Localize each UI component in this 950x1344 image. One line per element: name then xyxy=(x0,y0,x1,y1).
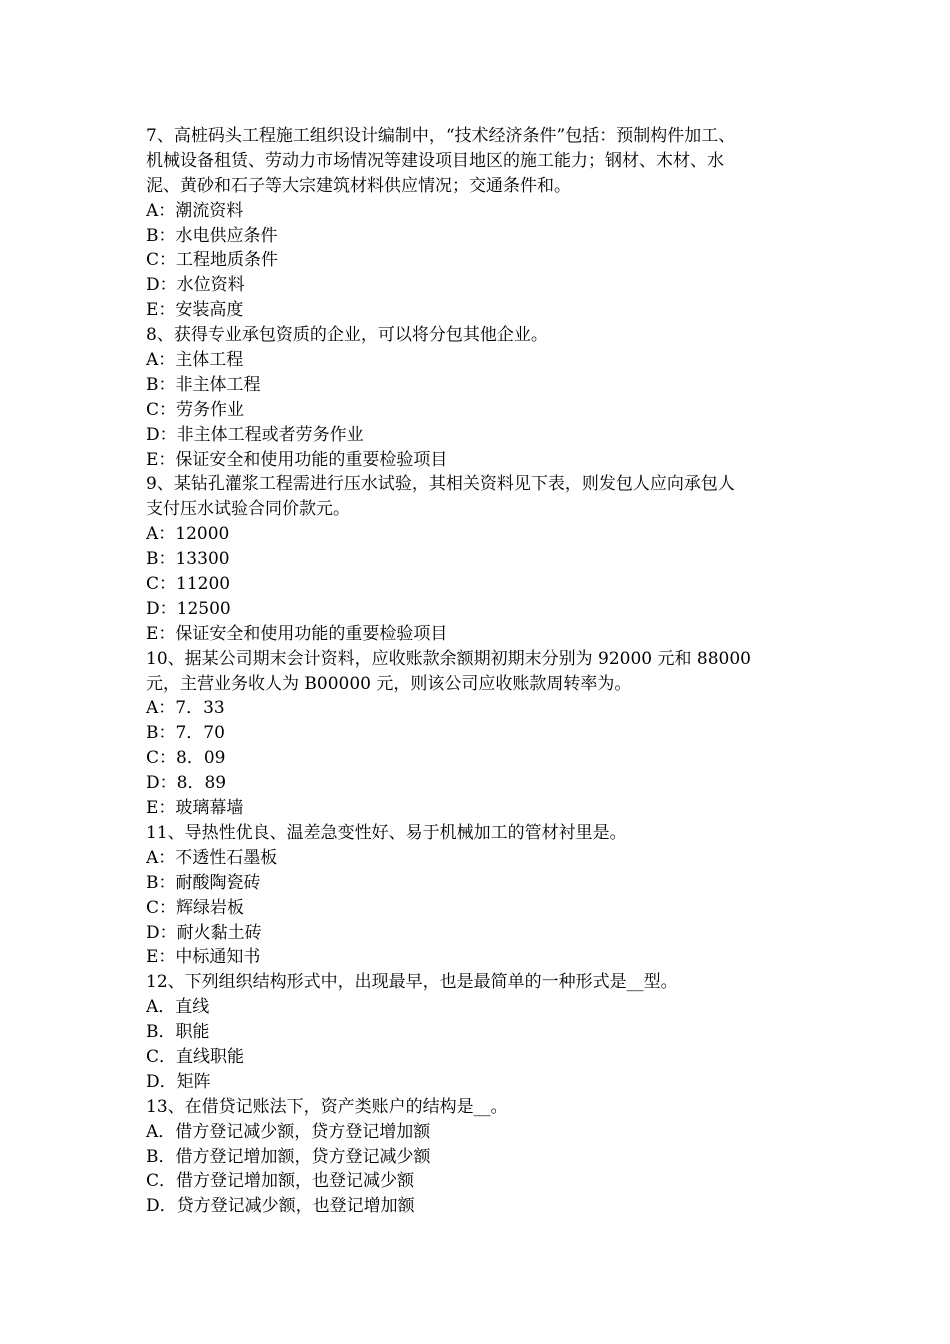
question-13 xyxy=(146,1095,814,1219)
question-8 xyxy=(146,323,814,472)
option-b: B．职能 xyxy=(146,1022,210,1043)
question-7 xyxy=(146,124,814,323)
option-c: C．直线职能 xyxy=(146,1046,245,1067)
option-d: D：非主体工程或者劳务作业 xyxy=(146,424,364,445)
option-e: E：玻璃幕墙 xyxy=(146,798,244,819)
option-c: C：辉绿岩板 xyxy=(146,897,245,918)
question-stem-line: 11、导热性优良、温差急变性好、易于机械加工的管材衬里是。 xyxy=(146,822,627,843)
option-c: C：8．09 xyxy=(146,748,226,769)
option-b: B：水电供应条件 xyxy=(146,225,278,246)
option-d: D．贷方登记减少额，也登记增加额 xyxy=(146,1196,415,1217)
option-c: C：工程地质条件 xyxy=(146,250,279,271)
document-page xyxy=(146,124,814,1219)
option-b: B：耐酸陶瓷砖 xyxy=(146,872,261,893)
option-a: A：主体工程 xyxy=(146,350,244,371)
option-d: D：8．89 xyxy=(146,773,227,794)
option-c: C．借方登记增加额，也登记减少额 xyxy=(146,1171,415,1192)
option-d: D：水位资料 xyxy=(146,275,245,296)
question-stem-line: 9、某钻孔灌浆工程需进行压水试验，其相关资料见下表，则发包人应向承包人 xyxy=(146,474,735,495)
option-d: D：耐火黏土砖 xyxy=(146,922,262,943)
option-b: B．借方登记增加额，贷方登记减少额 xyxy=(146,1146,431,1167)
option-a: A：潮流资料 xyxy=(146,200,244,221)
question-12 xyxy=(146,970,814,1094)
option-a: A：12000 xyxy=(146,524,230,545)
option-d: D．矩阵 xyxy=(146,1071,211,1092)
option-c: C：劳务作业 xyxy=(146,399,245,420)
question-10 xyxy=(146,647,814,821)
question-stem-line: 7、高桩码头工程施工组织设计编制中，“技术经济条件”包括：预制构件加工、 xyxy=(146,126,736,146)
question-stem-line: 10、据某公司期末会计资料，应收账款余额期初期末分别为 92000 元和 88000 xyxy=(146,648,752,669)
question-stem-line: 支付压水试验合同价款元。 xyxy=(146,499,350,520)
question-stem-line: 8、获得专业承包资质的企业，可以将分包其他企业。 xyxy=(146,325,548,346)
option-b: B：13300 xyxy=(146,549,230,570)
option-e: E：安装高度 xyxy=(146,300,244,321)
question-stem-line: 12、下列组织结构形式中，出现最早，也是最简单的一种形式是__型。 xyxy=(146,972,678,993)
option-b: B：7．70 xyxy=(146,723,225,744)
option-b: B：非主体工程 xyxy=(146,374,261,395)
option-d: D：12500 xyxy=(146,598,231,619)
question-stem-line: 13、在借贷记账法下，资产类账户的结构是__。 xyxy=(146,1096,508,1117)
option-a: A．借方登记减少额，贷方登记增加额 xyxy=(146,1121,431,1142)
option-a: A．直线 xyxy=(146,997,210,1018)
option-a: A：不透性石墨板 xyxy=(146,847,278,868)
question-11 xyxy=(146,821,814,970)
question-9 xyxy=(146,472,814,646)
question-stem-line: 泥、黄砂和石子等大宗建筑材料供应情况；交通条件和。 xyxy=(146,175,571,196)
option-a: A：7．33 xyxy=(146,698,225,719)
question-stem-line: 元，主营业务收人为 B00000 元，则该公司应收账款周转率为。 xyxy=(146,673,632,694)
option-c: C：11200 xyxy=(146,574,231,595)
option-e: E：中标通知书 xyxy=(146,947,261,968)
option-e: E：保证安全和使用功能的重要检验项目 xyxy=(146,623,448,644)
question-stem-line: 机械设备租赁、劳动力市场情况等建设项目地区的施工能力；钢材、木材、水 xyxy=(146,150,724,171)
option-e: E：保证安全和使用功能的重要检验项目 xyxy=(146,449,448,470)
